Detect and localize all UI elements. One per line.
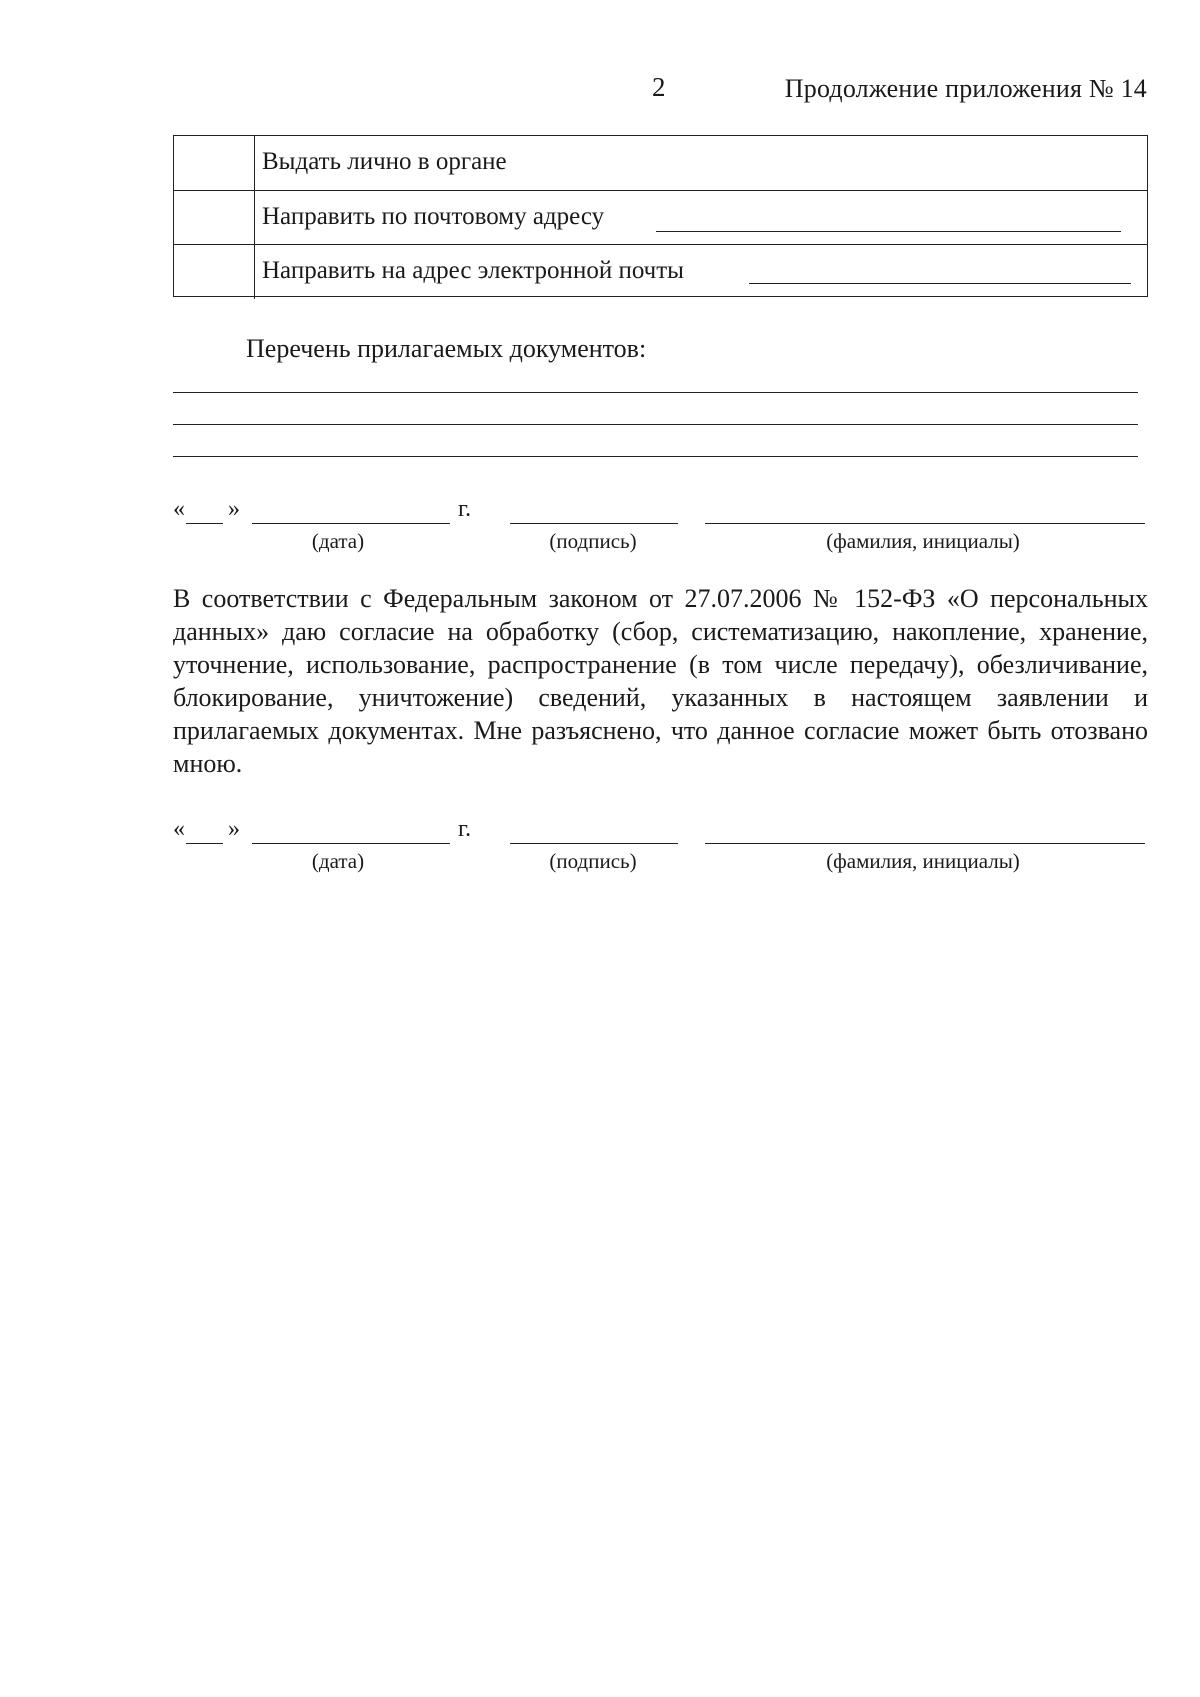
signature-caption: (подпись) [549,849,637,873]
delivery-option-label: Направить по почтовому адресу [262,203,605,230]
name-initials-field[interactable] [705,523,1145,524]
appendix-title: Продолжение приложения № 14 [784,74,1147,103]
name-initials-field[interactable] [705,843,1145,844]
delivery-option-checkbox-personal[interactable] [174,136,255,190]
delivery-option-label: Направить на адрес электронной почты [262,257,684,284]
documents-list-line[interactable] [173,392,1138,393]
name-caption: (фамилия, инициалы) [826,529,1020,553]
delivery-option-checkbox-postal[interactable] [174,191,255,245]
documents-list-line[interactable] [173,424,1138,425]
date-day-quote-open: « [173,496,185,522]
delivery-option-label: Выдать лично в органе [262,148,507,175]
postal-address-field[interactable] [656,231,1121,232]
consent-signature-block [173,816,1148,876]
documents-list-title: Перечень прилагаемых документов: [246,334,647,363]
year-abbreviation: г. [458,496,472,522]
delivery-option-row-personal [174,136,1147,190]
signature-field[interactable] [510,523,678,524]
delivery-option-row-postal [174,190,1147,245]
signature-block [173,496,1148,556]
date-month-field[interactable] [252,523,450,524]
email-address-field[interactable] [749,283,1131,284]
signature-caption: (подпись) [549,529,637,553]
documents-list-line[interactable] [173,456,1138,457]
date-day-field[interactable] [186,523,223,524]
date-day-quote-close: » [228,816,240,842]
date-day-quote-open: « [173,816,185,842]
date-month-field[interactable] [252,843,450,844]
delivery-option-row-email [174,244,1147,299]
personal-data-consent-text: В соответствии с Федеральным законом от 27.07.2006 № 152-ФЗ «О персональных данных» даю согласие на обработку (сбор, систематизацию, накопление, хранение, уточнение, использование, распространение (в том числе передачу), обезличивание, блокирование, уничтожение) сведений, указанных в настоящем заявлении и прилагаемых документах. Мне разъяснено, что данное согласие может быть отозвано мною. [173,584,1148,778]
delivery-option-checkbox-email[interactable] [174,245,255,299]
date-day-field[interactable] [186,843,223,844]
date-caption: (дата) [311,529,365,553]
signature-field[interactable] [510,843,678,844]
delivery-options-table [173,135,1148,297]
date-caption: (дата) [311,849,365,873]
name-caption: (фамилия, инициалы) [826,849,1020,873]
page-number: 2 [652,72,666,102]
date-day-quote-close: » [228,496,240,522]
year-abbreviation: г. [458,816,472,842]
